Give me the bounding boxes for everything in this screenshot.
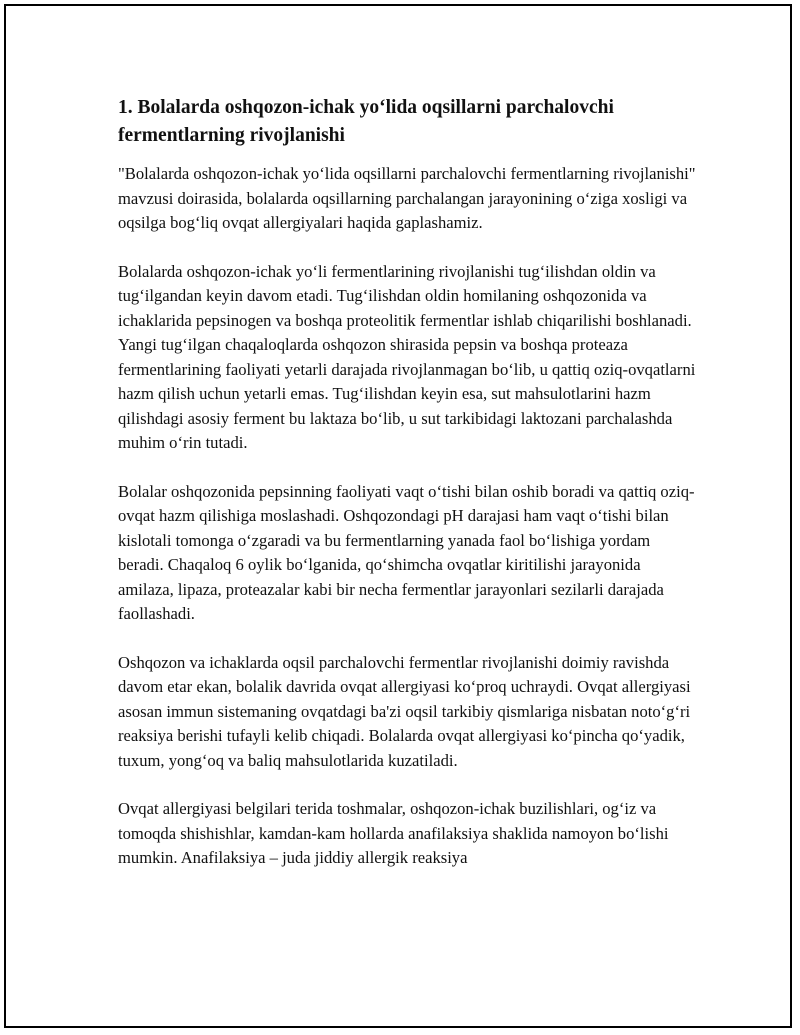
paragraph-food-allergy: Oshqozon va ichaklarda oqsil parchalovchi fermentlar rivojlanishi doimiy ravishda davom etar ekan, bolalik davrida ovqat allergiyasi ko‘proq uchraydi. Ovqat allergiyasi asosan immun sistemaning ovqatdagi ba'zi oqsil tarkibiy qismlariga nisbatan noto‘g‘ri reaksiya berishi tufayli kelib chiqadi. Bolalarda ovqat allergiyasi ko‘pincha qo‘yadik, tuxum, yong‘oq va baliq mahsulotlarida kuzatiladi.: [118, 652, 691, 770]
paragraph-pepsin-activity: Bolalar oshqozonida pepsinning faoliyati vaqt o‘tishi bilan oshib boradi va qattiq oziq-ovqat hazm qilishiga moslashadi. Oshqozondagi pH darajasi ham vaqt o‘tishi bilan kislotali tomonga o‘zgaradi va bu fermentlarning yanada faol bo‘lishiga yordam beradi. Chaqaloq 6 oylik bo‘lganida, qo‘shimcha ovqatlar kiritilishi jarayonida amilaza, lipaza, proteazalar kabi bir necha fermentlar jarayonlari sezilarli darajada faollashadi.: [118, 481, 695, 623]
paragraph-allergy-symptoms: Ovqat allergiyasi belgilari terida toshmalar, oshqozon-ichak buzilishlari, og‘iz va tomoqda shishishlar, kamdan-kam hollarda anafilaksiya shaklida namoyon bo‘lishi mumkin. Anafilaksiya – juda jiddiy allergik reaksiya: [118, 799, 669, 867]
paragraph-enzyme-development: Bolalarda oshqozon-ichak yo‘li fermentlarining rivojlanishi tug‘ilishdan oldin va tug‘ilgandan keyin davom etadi. Tug‘ilishdan oldin homilaning oshqozonida va ichaklarida pepsinogen va boshqa proteolitik fermentlar ishlab chiqarilishi boshlanadi. Yangi tug‘ilgan chaqaloqlarda oshqozon shirasida pepsin va boshqa proteaza fermentlarining faoliyati yetarli darajada rivojlanmagan bo‘lib, u qattiq oziq-ovqatlarni hazm qilish uchun yetarli emas. Tug‘ilishdan keyin esa, sut mahsulotlarini hazm qilishdagi asosiy ferment bu laktaza bo‘lib, u sut tarkibidagi laktozani parchalashda muhim o‘rin tutadi.: [118, 261, 696, 452]
paragraph-intro: "Bolalarda oshqozon-ichak yo‘lida oqsillarni parchalovchi fermentlarning rivojlanishi" mavzusi doirasida, bolalarda oqsillarning parchalangan jarayonining o‘ziga xosligi va oqsilga bog‘liq ovqat allergiyalari haqida gaplashamiz.: [118, 164, 696, 232]
section-heading: 1. Bolalarda oshqozon-ichak yo‘lida oqsillarni parchalovchi fermentlarning rivojlanishi: [118, 97, 614, 146]
document-body: [118, 94, 698, 895]
